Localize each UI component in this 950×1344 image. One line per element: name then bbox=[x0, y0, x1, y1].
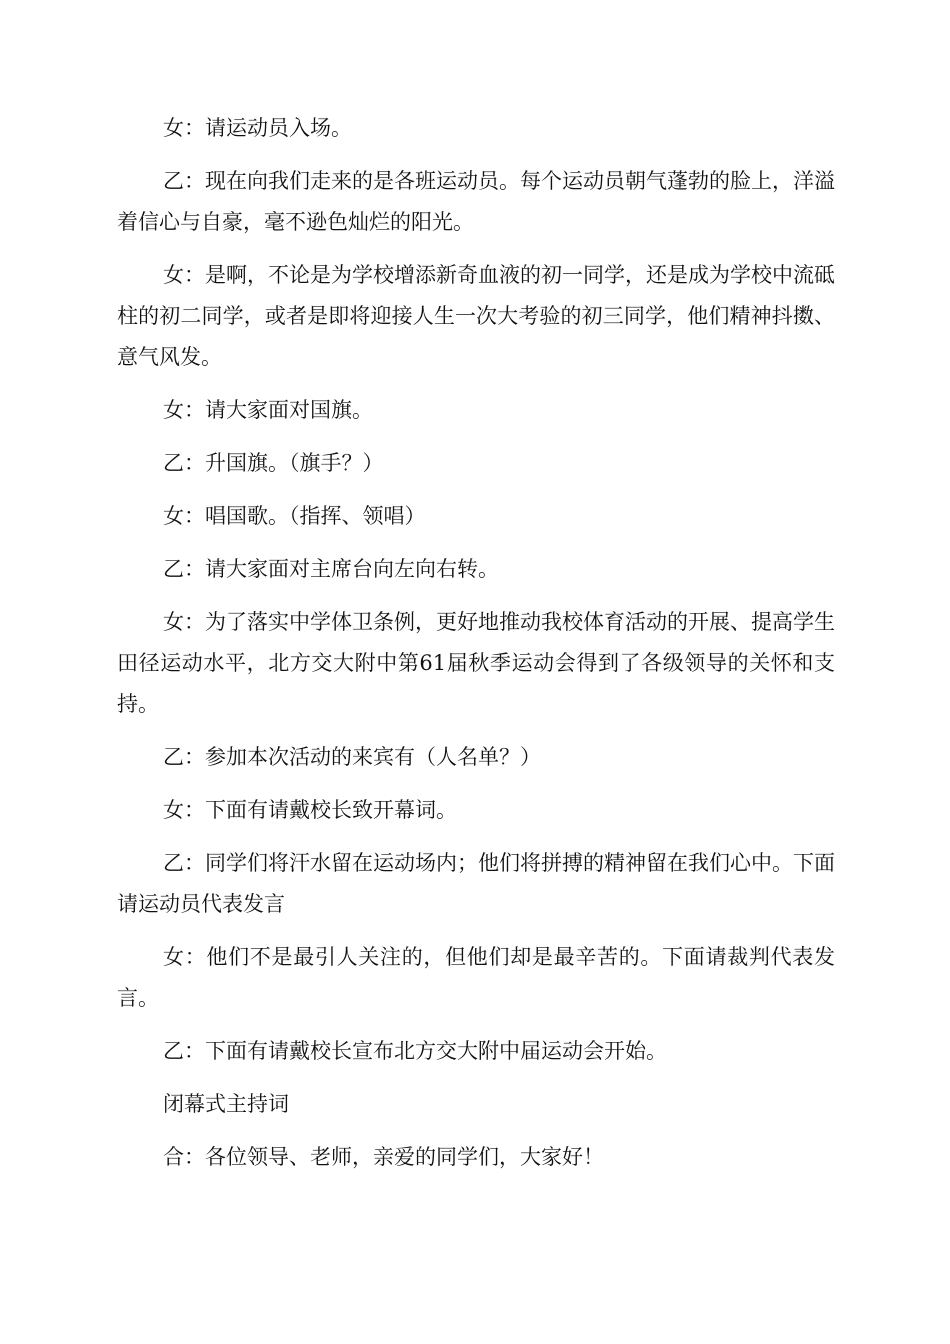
paragraph: 合：各位领导、老师，亲爱的同学们，大家好！ bbox=[163, 1145, 604, 1169]
paragraph: 女：是啊，不论是为学校增添新奇血液的初一同学，还是成为学校中流砥柱的初二同学，或者是即将迎接人生一次大考验的初三同学，他们精神抖擞、意气风发。 bbox=[117, 263, 835, 369]
paragraph: 乙：现在向我们走来的是各班运动员。每个运动员朝气蓬勃的脸上，洋溢着信心与自豪，毫不逊色灿烂的阳光。 bbox=[117, 169, 835, 234]
paragraph: 乙：请大家面对主席台向左向右转。 bbox=[163, 557, 499, 581]
paragraph: 乙：升国旗。（旗手？） bbox=[163, 451, 384, 475]
paragraph: 女：唱国歌。（指挥、领唱） bbox=[163, 504, 426, 528]
paragraph: 乙：参加本次活动的来宾有（人名单？） bbox=[163, 745, 541, 769]
paragraph: 乙：下面有请戴校长宣布北方交大附中届运动会开始。 bbox=[163, 1039, 667, 1063]
paragraph: 女：他们不是最引人关注的，但他们却是最辛苦的。下面请裁判代表发言。 bbox=[117, 945, 835, 1010]
paragraph: 女：下面有请戴校长致开幕词。 bbox=[163, 798, 457, 822]
paragraph: 女：为了落实中学体卫条例，更好地推动我校体育活动的开展、提高学生田径运动水平，北方交大附中第61届秋季运动会得到了各级领导的关怀和支持。 bbox=[117, 610, 835, 716]
document-body bbox=[117, 108, 835, 1190]
paragraph: 乙：同学们将汗水留在运动场内；他们将拼搏的精神留在我们心中。下面请运动员代表发言 bbox=[117, 851, 835, 916]
paragraph: 女：请大家面对国旗。 bbox=[163, 398, 373, 422]
section-heading: 闭幕式主持词 bbox=[163, 1092, 289, 1116]
paragraph: 女：请运动员入场。 bbox=[163, 116, 352, 140]
